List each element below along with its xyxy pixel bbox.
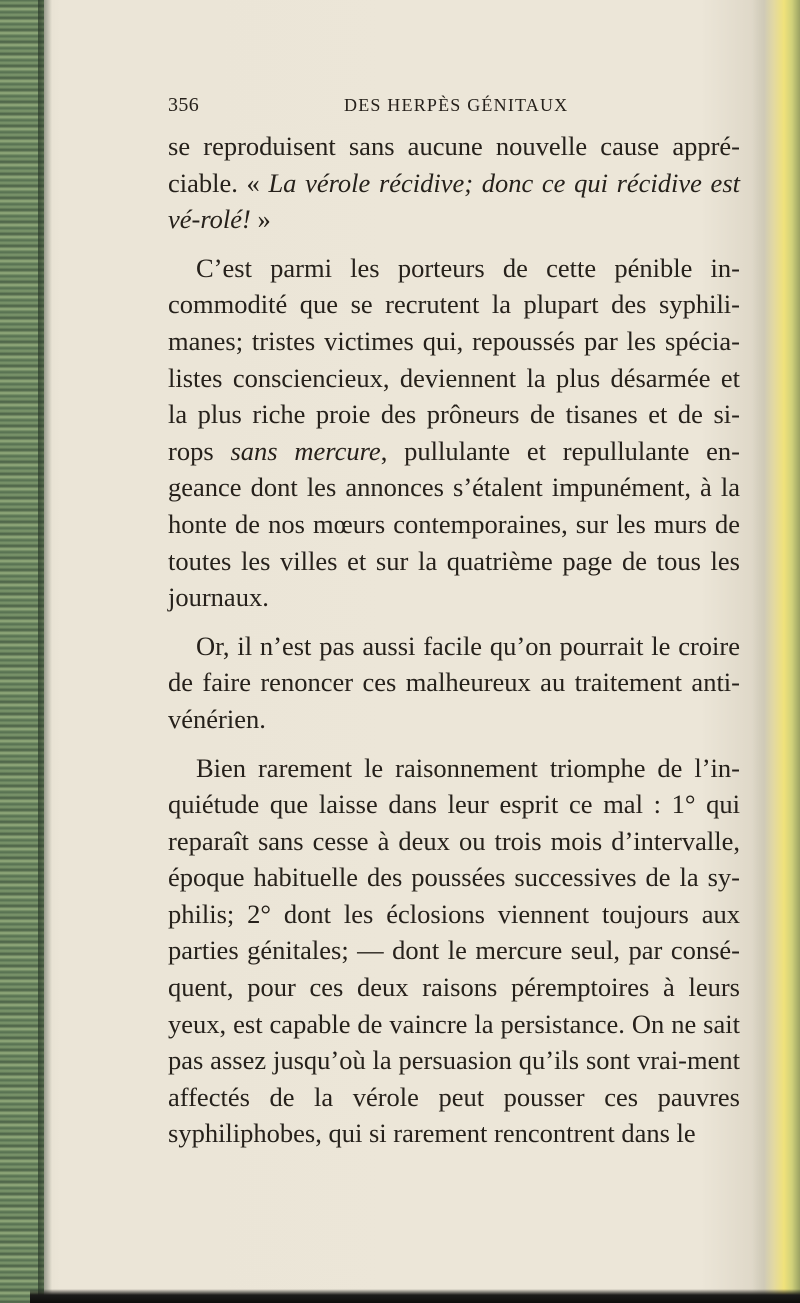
page-number: 356 <box>168 94 200 116</box>
bottom-edge <box>30 1289 800 1303</box>
running-title: DES HERPÈS GÉNITAUX <box>344 95 569 115</box>
paragraph-2-text-b: , pullulante et repullulante en-geance dont les annonces s’étalent impunément, à la honte de nos mœurs contemporaines, sur les murs de toutes les villes et sur la quatrième page de tous les journaux. <box>168 435 741 613</box>
paragraph-3: Or, il n’est pas aussi facile qu’on pourrait le croire de faire renoncer ces malheureux au traitement anti-vénérien. <box>168 630 740 734</box>
left-page-shadow <box>38 0 52 1303</box>
paragraph-2-text-a: C’est parmi les porteurs de cette pénible in-commodité que se recrutent la plupart des syphili-manes; tristes victimes qui, repoussés par les spécia-listes consciencieux, deviennent la plus désarmée et la plus riche proie des prôneurs de tisanes et de si-rops <box>168 252 740 466</box>
paragraph-2-italic: sans mercure <box>230 435 381 466</box>
page-text <box>168 128 740 1152</box>
paragraph-1 <box>168 128 740 238</box>
paragraph-1-text-b: » <box>250 204 271 235</box>
paragraph-4: Bien rarement le raisonnement triomphe de l’in-quiétude que laisse dans leur esprit ce mal : 1° qui reparaît sans cesse à deux ou trois mois d’intervalle, époque habituelle des poussées successives de la sy-philis; 2° dont les éclosions viennent toujours aux parties génitales; — dont le mercure seul, par consé-quent, pour ces deux raisons péremptoires à leurs yeux, est capable de vaincre la persistance. On ne sait pas assez jusqu’où la persuasion qu’ils sont vrai-ment affectés de la vérole peut pousser ces pauvres syphiliphobes, qui si rarement rencontrent dans le <box>168 752 740 1149</box>
paragraph-2 <box>168 250 740 616</box>
paragraph-1-text-a: se reproduisent sans aucune nouvelle cause appré-ciable. « <box>168 131 740 198</box>
paragraph-1-italic-quote: La vérole récidive; donc ce qui récidive est vé-rolé! <box>168 167 740 235</box>
right-page-edge <box>752 0 800 1303</box>
